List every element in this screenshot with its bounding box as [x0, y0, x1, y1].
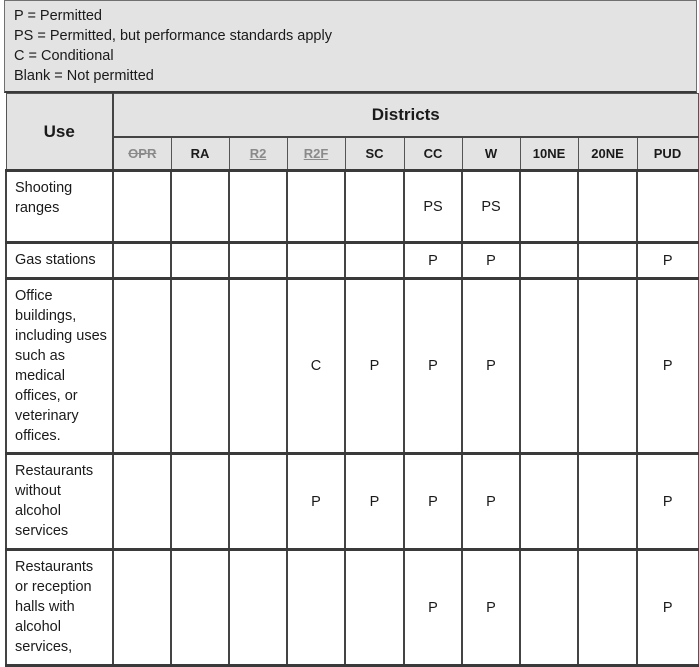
cell-value	[578, 279, 637, 454]
district-header-sc: SC	[345, 137, 404, 171]
legend-box	[4, 0, 697, 93]
cell-value: P	[287, 454, 345, 550]
district-header-pud: PUD	[637, 137, 698, 171]
cell-value: P	[637, 243, 698, 279]
cell-value	[345, 550, 404, 666]
cell-value: C	[287, 279, 345, 454]
cell-value: P	[345, 279, 404, 454]
legend-performance-standards: PS = Permitted, but performance standards apply	[14, 28, 332, 44]
use-gas-stations: Gas stations	[6, 243, 113, 279]
cell-value: P	[637, 279, 698, 454]
cell-value: P	[462, 243, 520, 279]
cell-value	[229, 171, 287, 243]
cell-value	[113, 550, 171, 666]
district-header-r2f: R2F	[287, 137, 345, 171]
cell-value	[637, 171, 698, 243]
cell-value	[171, 454, 229, 550]
cell-value	[287, 171, 345, 243]
cell-value: P	[345, 454, 404, 550]
district-header-20ne: 20NE	[578, 137, 637, 171]
cell-value: P	[462, 279, 520, 454]
cell-value: P	[462, 550, 520, 666]
district-header-w: W	[462, 137, 520, 171]
table-row	[6, 171, 698, 243]
cell-value	[520, 454, 578, 550]
cell-value: P	[404, 279, 462, 454]
cell-value: P	[404, 243, 462, 279]
cell-value	[113, 243, 171, 279]
cell-value	[171, 171, 229, 243]
cell-value	[171, 550, 229, 666]
use-column-header: Use	[6, 94, 113, 171]
district-header-opr: OPR	[113, 137, 171, 171]
cell-value: P	[637, 454, 698, 550]
cell-value	[229, 454, 287, 550]
cell-value: P	[404, 550, 462, 666]
use-restaurants-with-alcohol: Restaurants or reception halls with alcohol services,	[6, 550, 113, 666]
districts-header: Districts	[113, 94, 698, 138]
cell-value	[113, 454, 171, 550]
cell-value	[578, 454, 637, 550]
cell-value	[578, 243, 637, 279]
cell-value: PS	[462, 171, 520, 243]
cell-value	[520, 279, 578, 454]
cell-value	[345, 243, 404, 279]
district-header-r2: R2	[229, 137, 287, 171]
cell-value	[520, 243, 578, 279]
table-row	[6, 279, 698, 454]
cell-value	[520, 171, 578, 243]
cell-value	[578, 171, 637, 243]
cell-value	[345, 171, 404, 243]
legend-conditional: C = Conditional	[14, 48, 114, 64]
cell-value: PS	[404, 171, 462, 243]
district-header-ra: RA	[171, 137, 229, 171]
cell-value	[229, 243, 287, 279]
cell-value: P	[462, 454, 520, 550]
cell-value	[113, 279, 171, 454]
cell-value	[171, 243, 229, 279]
legend-not-permitted: Blank = Not permitted	[14, 68, 154, 84]
use-office-buildings: Office buildings, including uses such as medical offices, or veterinary offices.	[6, 279, 113, 454]
legend-permitted: P = Permitted	[14, 8, 102, 24]
cell-value: P	[637, 550, 698, 666]
table-row	[6, 550, 698, 666]
cell-value	[229, 279, 287, 454]
cell-value	[229, 550, 287, 666]
cell-value	[578, 550, 637, 666]
table-row	[6, 454, 698, 550]
cell-value	[520, 550, 578, 666]
cell-value	[171, 279, 229, 454]
table-row	[6, 243, 698, 279]
use-restaurants-no-alcohol: Restaurants without alcohol services	[6, 454, 113, 550]
district-header-cc: CC	[404, 137, 462, 171]
cell-value	[287, 550, 345, 666]
cell-value	[113, 171, 171, 243]
permitted-uses-table	[5, 93, 699, 667]
cell-value	[287, 243, 345, 279]
use-shooting-ranges: Shooting ranges	[6, 171, 113, 243]
cell-value: P	[404, 454, 462, 550]
district-header-10ne: 10NE	[520, 137, 578, 171]
